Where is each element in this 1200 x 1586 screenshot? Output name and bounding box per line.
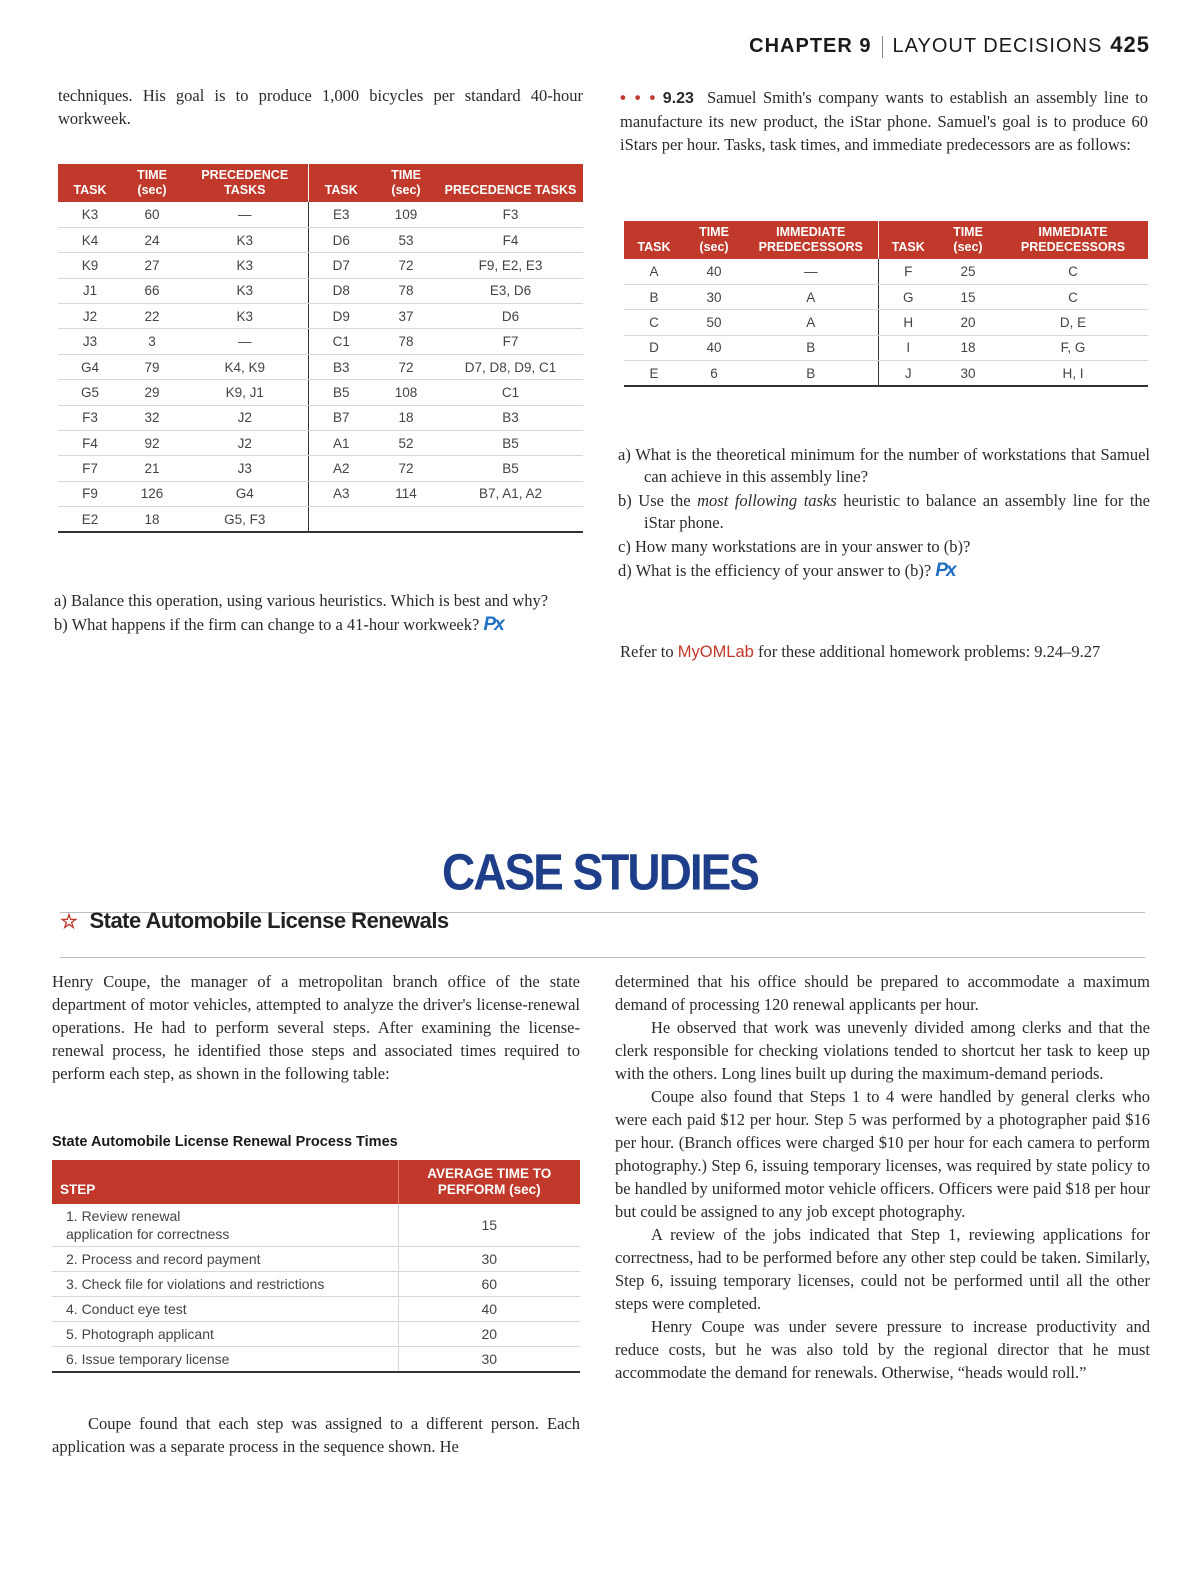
table-cell: 78: [374, 278, 438, 303]
table-cell: F3: [438, 202, 583, 227]
table-cell: K4: [58, 227, 122, 252]
question-label: c): [618, 537, 631, 556]
table-cell: [438, 507, 583, 532]
table-cell: B: [624, 284, 684, 309]
col-header: TASK: [308, 164, 374, 202]
table-cell: A: [624, 259, 684, 284]
table-cell: 25: [938, 259, 998, 284]
homework-reference: [620, 640, 1148, 664]
col-header: IMMEDIATE PREDECESSORS: [744, 221, 878, 259]
px-logo-icon: Px: [935, 560, 955, 581]
col-header: TIME (sec): [938, 221, 998, 259]
table-cell: A2: [308, 456, 374, 481]
page-number: 425: [1110, 32, 1150, 57]
header-divider: [882, 36, 883, 58]
myomlab-link[interactable]: MyOMLab: [677, 643, 754, 661]
refer-suffix: for these additional homework problems: 9.24–9.27: [753, 642, 1101, 661]
table-cell: 72: [374, 354, 438, 379]
table-cell: 32: [122, 405, 182, 430]
time-cell: 20: [398, 1322, 580, 1347]
case-left-closing: Coupe found that each step was assigned to a different person. Each application was a separate process in the sequence shown. He: [52, 1414, 580, 1456]
chapter-label: CHAPTER 9: [749, 35, 872, 57]
table-cell: B5: [438, 431, 583, 456]
table-cell: 108: [374, 380, 438, 405]
question-text: heuristic to balance an assembly line for the iStar phone.: [644, 491, 1151, 532]
table-cell: 18: [122, 507, 182, 532]
table-cell: I: [878, 335, 938, 360]
question-item: [54, 590, 584, 612]
step-cell: 2. Process and record payment: [52, 1247, 398, 1272]
col-header: TIME (sec): [374, 164, 438, 202]
table-cell: J3: [58, 329, 122, 354]
table-cell: G5, F3: [182, 507, 308, 532]
table-cell: K3: [182, 227, 308, 252]
table-row: [52, 1247, 580, 1272]
running-header: [749, 32, 1150, 58]
col-header: TASK: [624, 221, 684, 259]
case-paragraph: Henry Coupe was under severe pressure to increase productivity and reduce costs, but he was also told by the regional director that he must accommodate the demand for renewals. Otherwise, “heads would roll.”: [615, 1317, 1150, 1382]
table-cell: F7: [58, 456, 122, 481]
table-cell: 40: [684, 335, 744, 360]
step-cell: 6. Issue temporary license: [52, 1347, 398, 1373]
question-emphasis: most following tasks: [697, 491, 837, 510]
question-text: What is the theoretical minimum for the number of workstations that Samuel can achieve in this assembly line?: [635, 445, 1150, 486]
table-cell: J2: [182, 405, 308, 430]
table-cell: C: [998, 259, 1148, 284]
table-cell: 72: [374, 253, 438, 278]
table-cell: E: [624, 361, 684, 386]
intro-text: techniques. His goal is to produce 1,000 bicycles per standard 40-hour workweek.: [58, 86, 583, 128]
table-cell: 30: [938, 361, 998, 386]
table-cell: 50: [684, 310, 744, 335]
col-header: TIME (sec): [684, 221, 744, 259]
table-row: [52, 1347, 580, 1373]
table-cell: —: [182, 202, 308, 227]
case-bottom-rule: [60, 957, 1145, 958]
table-cell: J: [878, 361, 938, 386]
table-cell: 72: [374, 456, 438, 481]
istar-task-table: [624, 221, 1148, 387]
table-cell: [374, 507, 438, 532]
table-row: [624, 335, 1148, 360]
process-times-table: [52, 1160, 580, 1373]
step-cell: 5. Photograph applicant: [52, 1322, 398, 1347]
table-cell: 20: [938, 310, 998, 335]
table-row: [52, 1204, 580, 1247]
table-cell: D6: [308, 227, 374, 252]
question-text: What happens if the firm can change to a 41-hour workweek?: [71, 615, 480, 634]
step-cell: 3. Check file for violations and restrictions: [52, 1272, 398, 1297]
time-cell: 40: [398, 1297, 580, 1322]
table-cell: D7: [308, 253, 374, 278]
table-cell: 29: [122, 380, 182, 405]
table-cell: B3: [438, 405, 583, 430]
table-cell: 30: [684, 284, 744, 309]
right-question-list: [618, 444, 1150, 584]
table-cell: J3: [182, 456, 308, 481]
table-cell: K9: [58, 253, 122, 278]
table-row: [58, 227, 583, 252]
table-cell: 126: [122, 481, 182, 506]
col-header: TASK: [878, 221, 938, 259]
question-item: [618, 560, 1150, 582]
table-cell: 6: [684, 361, 744, 386]
table-cell: 53: [374, 227, 438, 252]
table-cell: E3: [308, 202, 374, 227]
step-header: STEP: [52, 1160, 398, 1204]
bicycle-task-table: [58, 164, 583, 533]
star-icon: ☆: [60, 911, 78, 933]
left-question-list: [54, 590, 584, 638]
table-cell: 92: [122, 431, 182, 456]
question-text: Use the: [638, 491, 698, 510]
table-cell: 22: [122, 304, 182, 329]
table-row: [58, 202, 583, 227]
step-cell: 1. Review renewal application for correctness: [52, 1204, 398, 1247]
table-cell: A1: [308, 431, 374, 456]
table-row: [52, 1297, 580, 1322]
problem-number: 9.23: [662, 90, 694, 107]
table-cell: B5: [438, 456, 583, 481]
table-cell: 60: [122, 202, 182, 227]
case-title-text: State Automobile License Renewals: [89, 908, 449, 933]
col-header: IMMEDIATE PREDECESSORS: [998, 221, 1148, 259]
table-cell: G5: [58, 380, 122, 405]
question-label: a): [54, 591, 67, 610]
table-cell: K4, K9: [182, 354, 308, 379]
case-paragraph: Coupe also found that Steps 1 to 4 were handled by general clerks who were each paid $12 per hour. Step 5 was performed by a photographer paid $16 per hour. (Branch offices were charged $10 per hour for each camera to perform photography.) Step 6, issuing temporary licenses, was required by state policy to be handled by uniformed motor vehicle officers. Officers were paid $18 per hour but could be assigned to any job except photography.: [615, 1087, 1150, 1221]
table-cell: —: [182, 329, 308, 354]
time-cell: 30: [398, 1247, 580, 1272]
table-cell: 40: [684, 259, 744, 284]
avg-time-header: AVERAGE TIME TO PERFORM (sec): [398, 1160, 580, 1204]
table-row: [624, 259, 1148, 284]
question-label: d): [618, 561, 632, 580]
table-cell: J1: [58, 278, 122, 303]
table-cell: 79: [122, 354, 182, 379]
step-cell: 4. Conduct eye test: [52, 1297, 398, 1322]
table-cell: 24: [122, 227, 182, 252]
table-cell: 66: [122, 278, 182, 303]
table-cell: C1: [308, 329, 374, 354]
process-table-title: State Automobile License Renewal Process Times: [52, 1134, 398, 1150]
px-logo-icon: Px: [483, 614, 503, 635]
case-paragraph: He observed that work was unevenly divided among clerks and that the clerk responsible for checking violations tended to shortcut her task to keep up with the others. Long lines built up during the maximum-demand periods.: [615, 1018, 1150, 1083]
table-cell: E2: [58, 507, 122, 532]
problem-9-23: [620, 86, 1148, 156]
table-row: [58, 431, 583, 456]
table-cell: 78: [374, 329, 438, 354]
table-row: [58, 278, 583, 303]
table-cell: K3: [182, 304, 308, 329]
table-cell: H: [878, 310, 938, 335]
table-cell: F, G: [998, 335, 1148, 360]
table-row: [58, 329, 583, 354]
table-row: [58, 304, 583, 329]
col-header: TIME (sec): [122, 164, 182, 202]
table-cell: G: [878, 284, 938, 309]
question-text: How many workstations are in your answer to (b)?: [634, 537, 971, 556]
refer-prefix: Refer to: [620, 642, 678, 661]
case-right-column: [615, 970, 1150, 1384]
time-cell: 30: [398, 1347, 580, 1373]
table-cell: E3, D6: [438, 278, 583, 303]
table-cell: A: [744, 284, 878, 309]
case-title: [60, 908, 449, 934]
case-intro-paragraph: Henry Coupe, the manager of a metropolitan branch office of the state department of motor vehicles, attempted to analyze the driver's license-renewal operations. He had to perform several steps. After examining the license-renewal process, he identified those steps and associated times required to perform each step, as shown in the following table:: [52, 972, 580, 1083]
table-row: [58, 481, 583, 506]
table-cell: 18: [374, 405, 438, 430]
table-cell: 109: [374, 202, 438, 227]
table-row: [624, 310, 1148, 335]
table-cell: B7: [308, 405, 374, 430]
table-cell: J2: [58, 304, 122, 329]
table-cell: B7, A1, A2: [438, 481, 583, 506]
table-cell: F3: [58, 405, 122, 430]
table-cell: D9: [308, 304, 374, 329]
table-row: [52, 1322, 580, 1347]
table-cell: 3: [122, 329, 182, 354]
table-cell: F9, E2, E3: [438, 253, 583, 278]
table-cell: A3: [308, 481, 374, 506]
question-text: What is the efficiency of your answer to (b)?: [635, 561, 932, 580]
question-label: b): [618, 491, 632, 510]
question-label: b): [54, 615, 68, 634]
table-cell: D7, D8, D9, C1: [438, 354, 583, 379]
problem-text: Samuel Smith's company wants to establish an assembly line to manufacture its new product, the iStar phone. Samuel's goal is to produce 60 iStars per hour. Tasks, task times, and immediate predecessors are as follows:: [620, 88, 1149, 154]
table-cell: B5: [308, 380, 374, 405]
table-row: [58, 507, 583, 532]
question-item: [618, 490, 1150, 534]
table-row: [58, 405, 583, 430]
table-cell: 21: [122, 456, 182, 481]
table-row: [52, 1272, 580, 1297]
table-cell: G4: [58, 354, 122, 379]
table-cell: G4: [182, 481, 308, 506]
case-studies-banner: CASE STUDIES: [442, 843, 758, 901]
table-row: [58, 456, 583, 481]
table-cell: C: [624, 310, 684, 335]
case-paragraph: A review of the jobs indicated that Step 1, reviewing applications for correctness, had to be performed before any other step could be taken. Similarly, Step 6, issuing temporary licenses, could not be performed until all the other steps were completed.: [615, 1225, 1150, 1313]
table-cell: B3: [308, 354, 374, 379]
col-header: TASK: [58, 164, 122, 202]
table-cell: F4: [58, 431, 122, 456]
table-cell: 18: [938, 335, 998, 360]
table-cell: K3: [182, 253, 308, 278]
question-item: [618, 444, 1150, 488]
table-cell: F4: [438, 227, 583, 252]
case-paragraph: determined that his office should be prepared to accommodate a maximum demand of processing 120 renewal applicants per hour.: [615, 972, 1150, 1014]
table-cell: —: [744, 259, 878, 284]
table-row: [624, 361, 1148, 386]
table-row: [58, 253, 583, 278]
table-cell: 114: [374, 481, 438, 506]
table-cell: 52: [374, 431, 438, 456]
time-cell: 60: [398, 1272, 580, 1297]
col-header: PRECEDENCE TASKS: [438, 164, 583, 202]
table-cell: K3: [182, 278, 308, 303]
table-cell: C: [998, 284, 1148, 309]
table-cell: 27: [122, 253, 182, 278]
table-cell: F: [878, 259, 938, 284]
table-cell: [308, 507, 374, 532]
question-item: [54, 614, 584, 636]
table-cell: F7: [438, 329, 583, 354]
question-item: [618, 536, 1150, 558]
question-label: a): [618, 445, 631, 464]
time-cell: 15: [398, 1204, 580, 1247]
table-cell: J2: [182, 431, 308, 456]
table-cell: C1: [438, 380, 583, 405]
question-text: Balance this operation, using various heuristics. Which is best and why?: [70, 591, 549, 610]
table-cell: H, I: [998, 361, 1148, 386]
table-cell: B: [744, 361, 878, 386]
table-cell: A: [744, 310, 878, 335]
table-cell: B: [744, 335, 878, 360]
table-row: [624, 284, 1148, 309]
table-cell: 15: [938, 284, 998, 309]
table-row: [58, 380, 583, 405]
table-cell: K9, J1: [182, 380, 308, 405]
table-cell: F9: [58, 481, 122, 506]
table-cell: 37: [374, 304, 438, 329]
table-cell: D6: [438, 304, 583, 329]
col-header: PRECEDENCE TASKS: [182, 164, 308, 202]
table-cell: D, E: [998, 310, 1148, 335]
table-cell: K3: [58, 202, 122, 227]
section-title: LAYOUT DECISIONS: [892, 35, 1103, 57]
table-row: [58, 354, 583, 379]
table-cell: D: [624, 335, 684, 360]
table-cell: D8: [308, 278, 374, 303]
difficulty-dots: • • •: [620, 89, 657, 107]
